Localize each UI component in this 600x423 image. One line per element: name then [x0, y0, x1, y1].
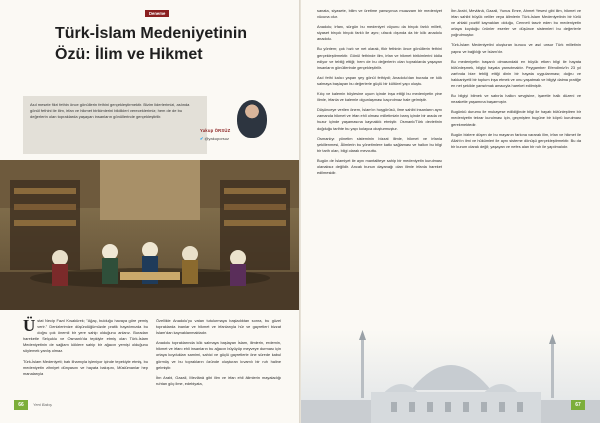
- col4-para-3: Bu medeniyetin başarılı olmasındaki en büyük etken bilgi ile hayata bütünleşmek, bilgiyi hayata yansıtmaktır. Peygamber Efendimiz'in 23 yıl zarfında bize tebliğ ettiği dinin bir hayata uygulanması; doğru ve hakkaniyetli bir toplum inşa etmek ve onu yaşatmak ve bilgiyi daima pratiğe en net şekilde yansıtmak amacıyla hareket edilmiştir.: [451, 58, 581, 89]
- col3-para-5: Kılıç ve kalemin böylesine uyum içinde inşa ettiği bu medeniyetin yine ilimle, irfanla ve kalemle olgunlaşması kaçınılmaz hale gelmiştir.: [317, 91, 442, 103]
- body-column-1: [23, 318, 148, 381]
- section-tag: Deneme: [145, 10, 169, 17]
- col2-para-1: Özellikle Anadolu'yu vatan tutulurmaya başladıktan sonra, bu güzel topraklarda inanlar ve hikmet ve irfanlarıyla hür ve gayretleri bizzat İslam'dan kaynaklanmaktadır.: [156, 318, 281, 336]
- magazine-brand: Yeni Bakış: [33, 402, 52, 407]
- mosque-photo: [301, 330, 600, 423]
- drop-cap: Ü: [23, 316, 36, 335]
- author-name: Yakup ÖRSÜZ: [200, 128, 231, 133]
- col4-para-5: Bugünkü durumu ile mukayese edildiğinde bilgi ile hayatı bütünleştiren bir medeniyetin tekrar kurulması için, geçmişten bugüne bir köprü kurulması gerekmektedir.: [451, 109, 581, 127]
- col2-para-2: Anadolu topraklarında kök salmaya başlayan İslam, ilimlerin, erdemin, hikmet ve irfanı ehli insanların bu ağacın büyüyüp meyveye durması için ortaya koydukları samimi, sahici ve güçlü gayretlerle öne sürede kabul görmüş ve bu toprakların özünde oluşturan kıvamlı bir ruh haline gelmiştir.: [156, 340, 281, 370]
- col3-para-3: Bu yöntem; çok hızlı ve net olarak, fikir fethinin önce gönüllerin fethini gerçekleştirmektir. Gönül fethinde ilim, irfan ve hikmet birikimlerini iddia ediyor ve tebliğ ettiği; hem de bu değerlerin olan topraklarda yaşayan insanların gönüllerinde gerçekleştirilir.: [317, 46, 442, 70]
- col4-para-6: Bugün bizlere düşen de bu mayanın farkına vararak ilim, irfan ve hikmet ile Allah'ın ilmi ve hükümleri ile aynı sisteme dönüşü gerçekleştirmektir. Bu da bir kurum olarak değil; yaşayan ve nefes alan bir ruh ile yapılmalıdır.: [451, 131, 581, 149]
- author-twitter: [200, 136, 229, 141]
- body-column-4: [451, 8, 581, 154]
- twitter-handle: @yakuporsuz: [204, 136, 229, 141]
- col4-para-4: Bu bilgiyi bilmek ve sabırla halkın sevgisine, işaretle halk düzeni ve nezaketle yaşamına başarmıştır.: [451, 93, 581, 105]
- author-avatar: [237, 100, 267, 138]
- col4-para-2: Türk-İslam Medeniyetini oluşturan kurucu ve asıl unsur Türk milletinin yapısı ve bağlılığı ve İslam'dır.: [451, 42, 581, 54]
- col3-para-2: Anadolu; irfanı, sürgün bu medeniyet vüyunu da birçok farklı milleti, siyaset birçok birçok farklı ile aynı; ufacık dışında da bir kök anadolu anadolu.: [317, 24, 442, 42]
- col3-para-1: sanata, siyasete, bilim ve üretime yansıyınca muazzam bir medeniyet vücuna olur.: [317, 8, 442, 20]
- body-column-2: [156, 318, 281, 391]
- col4-para-1: İbn Arabi, Mevlânâ, Gazali, Yunus Emre, Ahmet Yesevi gibi ilim, hikmet ve irfan sahibi büyük veliler veya âlimlerin Türk-İslam Medeniyetinin bir türlü ve ahlaki pozitif kaynakları olduğu, Cenneti tasvir eden bu medeniyetin ortaya koyduğu ürünler eserler ve düşünce sistemleri bu değerlerle yoğrulmuştur.: [451, 8, 581, 38]
- body-column-3: [317, 8, 442, 180]
- col1-para-2: Türk-İslam Medeniyeti; batı ilhamıyla işleniyor içinde tepekiyle etmiş, bu medeniyetin zihniyet dünyasını ve hayata bakışını, Müslümanlar hep manalarıyla: [23, 358, 148, 376]
- col1-para-1: stat Necip Fazıl Kısakürek; "Ağaç, bulduğu havaya göre yemiş verir." Denizlerimize düşündüğümüzde pratik hayatımızda bu doğru çok önemli bir yere sahip olduğunu anlarız. Buradan hareketle Selçuklu ve Osmanlı'da tepkiyle etmiş olan Türk-İslam Medeniyetinin de sağlam köklere sahip bir ağacın yemişi olduğunu söylemek yanlış olmaz.: [23, 318, 148, 354]
- col3-para-4: Asıl fethi kalıcı yapan şey gönül fethiydi; Anadolu'dan burada ve kök salmaya başlayan bu değerlerle güçlü bir kültürel yapı oluştu.: [317, 74, 442, 86]
- page-number-right: 67: [571, 400, 585, 410]
- ottoman-library-painting: [0, 160, 299, 310]
- left-page: [0, 0, 299, 423]
- col3-para-8: Bugün de İslamiyet ile aynı mantaliteye sahip bir medeniyetin kurulması olanaksız değildir. Ancak bunun dayanağı olan ilimle irfanla hareket edilmesidir.: [317, 157, 442, 176]
- col3-para-7: Osmanlıyı yönetim sisteminin bizzat ilimle, hikmet ve irfanla şekillenmesi, Âlimlerin bu yönetimlere katkı sağlaması ve halkın bu bilgi bir tarih olan, bilgi olarak mevcuttu.: [317, 135, 442, 153]
- twitter-icon: ✔: [200, 136, 204, 141]
- col3-para-6: Düşünceye verilen önem, İslam'ın hoşgörüsü, ilme sahibi insanların aynı zamanda hikmet ve irfan ehli olması milletimizin barış içinde bir arada ve huzur içinde yaşamasına kaynaklık etmiştir. Osmanlı/Türk devletinin doğduğu tarihte bu yapı kolayca oluşturmuştur.: [317, 107, 442, 131]
- lead-box: Asıl mesele fikri fethin önce gönüllerin fethini gerçekleştirmektir. Bizim liderlerimizi, aslında gönül fethini ile ilim, irfan ve hikmet birikimlerini bildikleri vereceklerimiz; hem de de bu değerlerin olan topraklarda yaşayan insanların gönüllerinde gerçekleştirilir.: [23, 96, 207, 154]
- right-page: [301, 0, 600, 423]
- article-title: Türk-İslam Medeniyetinin Özü: İlim ve Hikmet: [55, 25, 248, 63]
- page-number-left: 66: [14, 400, 28, 410]
- col2-para-3: İbn Arabi, Gazali, Mevlânâ gibi ilim ve irfan ehli âlimlerin mayaladığı ruhtan göç ilme, edebiyata,: [156, 374, 281, 386]
